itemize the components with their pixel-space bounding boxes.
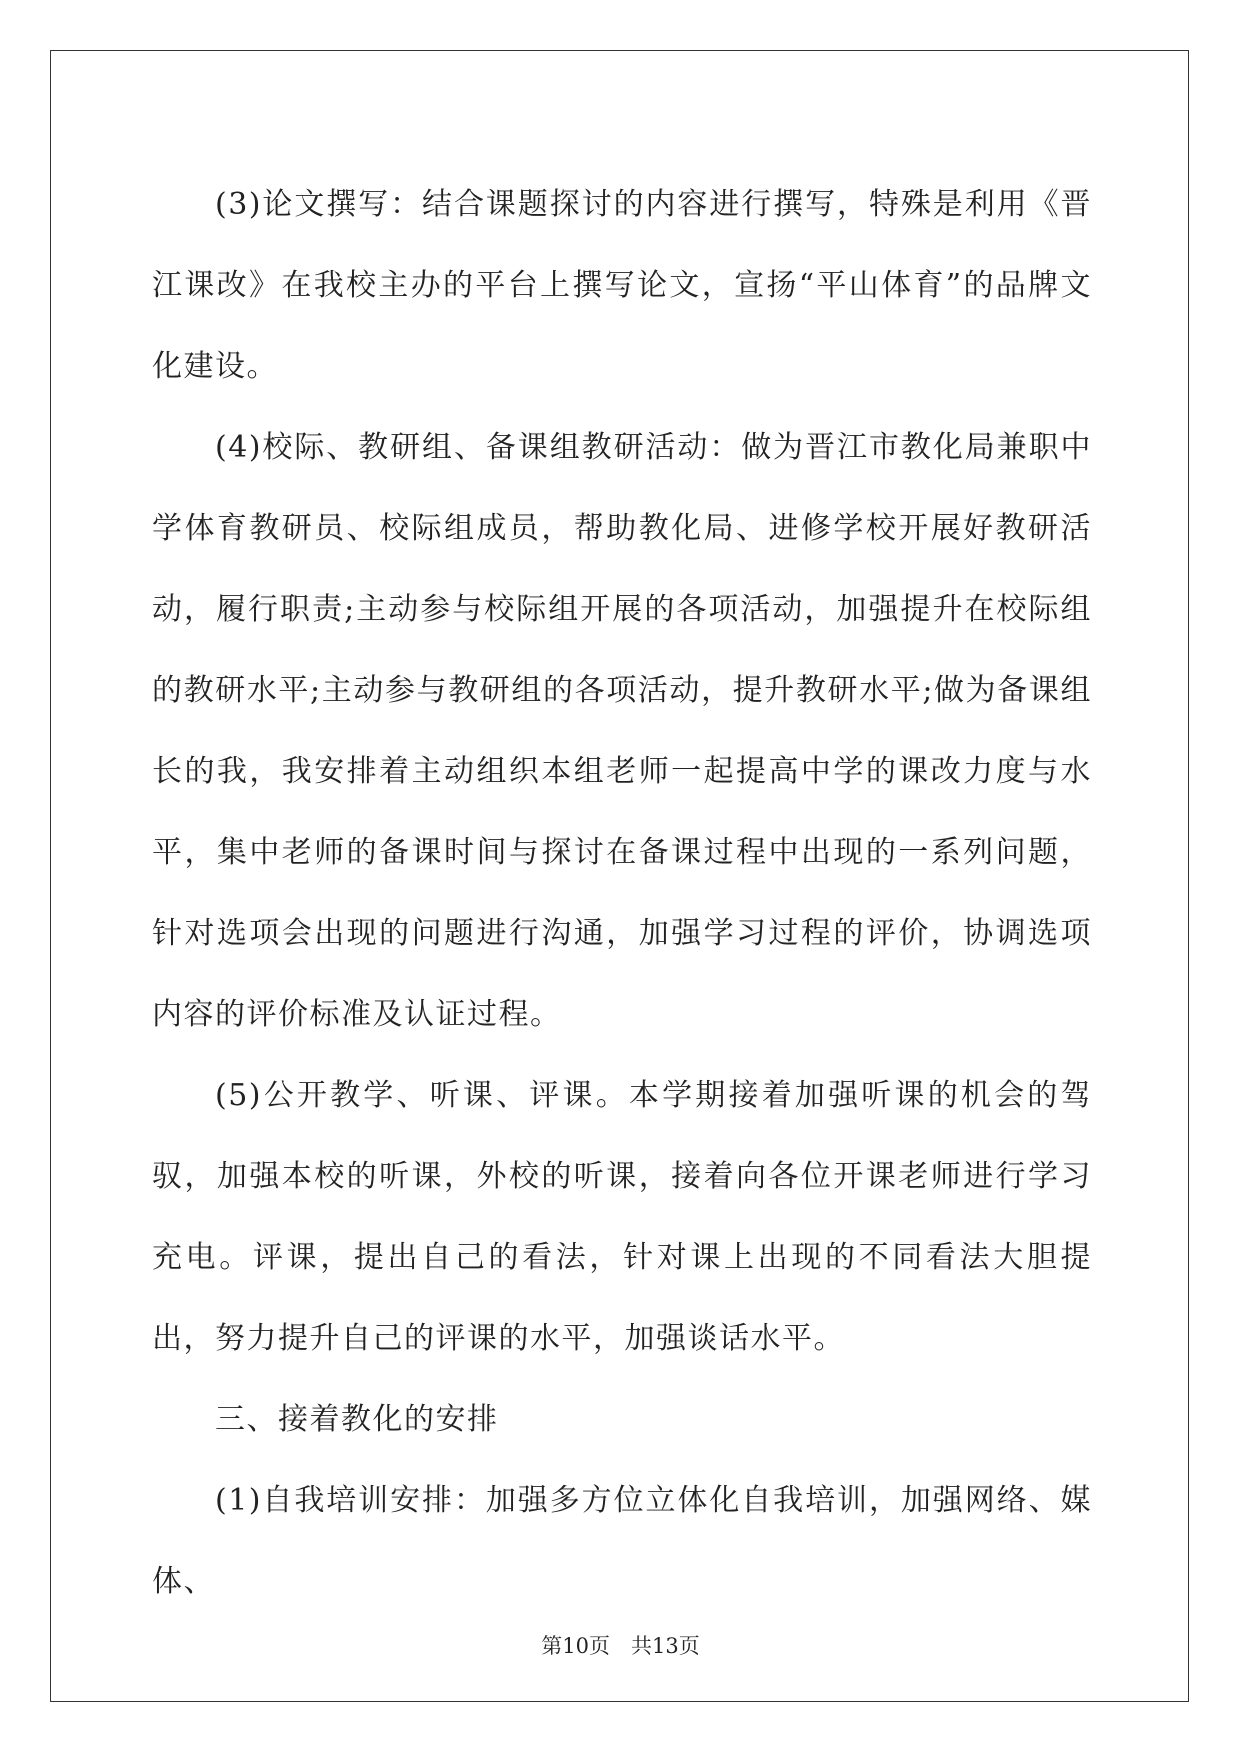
section-heading: 三、接着教化的安排 (215, 1402, 499, 1437)
paragraph-thesis-writing: (3)论文撰写：结合课题探讨的内容进行撰写，特殊是利用《晋江课改》在我校主办的平台上撰写论文，宣扬“平山体育”的品牌文化建设。 (152, 187, 1092, 384)
page-number-footer: 第10页 共13页 (541, 1634, 700, 1658)
document-body (152, 164, 1092, 1622)
paragraph-self-training: (1)自我培训安排：加强多方位立体化自我培训，加强网络、媒体、 (152, 1483, 1092, 1599)
paragraph-open-teaching: (5)公开教学、听课、评课。本学期接着加强听课的机会的驾驭，加强本校的听课，外校的听课，接着向各位开课老师进行学习充电。评课，提出自己的看法，针对课上出现的不同看法大胆提出，努力提升自己的评课的水平，加强谈话水平。 (152, 1078, 1092, 1356)
paragraph-teaching-research: (4)校际、教研组、备课组教研活动：做为晋江市教化局兼职中学体育教研员、校际组成员，帮助教化局、进修学校开展好教研活动，履行职责;主动参与校际组开展的各项活动，加强提升在校际组的教研水平;主动参与教研组的各项活动，提升教研水平;做为备课组长的我，我安排着主动组织本组老师一起提高中学的课改力度与水平，集中老师的备课时间与探讨在备课过程中出现的一系列问题，针对选项会出现的问题进行沟通，加强学习过程的评价，协调选项内容的评价标准及认证过程。 (152, 430, 1092, 1032)
